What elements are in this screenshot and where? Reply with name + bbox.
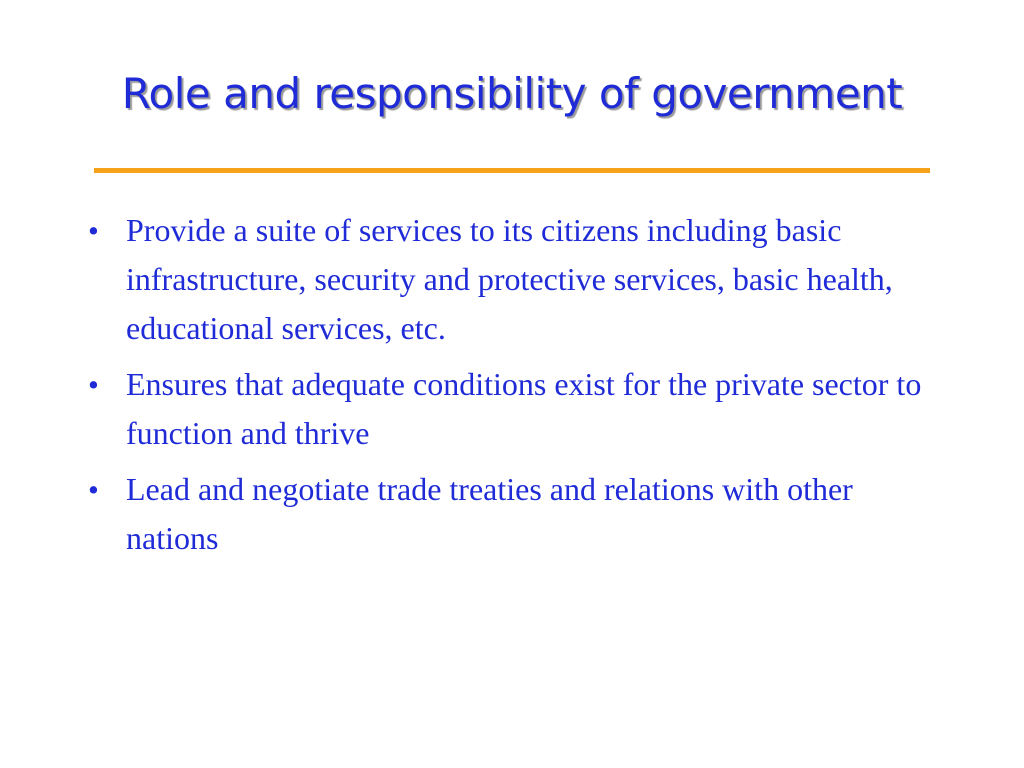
bullet-item: [84, 360, 944, 458]
title-divider: [94, 168, 930, 173]
bullet-icon: •: [88, 213, 99, 248]
bullet-item: [84, 465, 944, 563]
slide-title: Role and responsibility of government: [121, 69, 903, 118]
bullet-list: [84, 206, 944, 570]
bullet-text: Provide a suite of services to its citizens including basic infrastructure, security and protective services, basic health, educational services, etc.: [126, 212, 893, 346]
bullet-item: [84, 206, 944, 353]
bullet-icon: •: [88, 472, 99, 507]
bullet-icon: •: [88, 367, 99, 402]
bullet-text: Lead and negotiate trade treaties and relations with other nations: [126, 471, 853, 556]
bullet-text: Ensures that adequate conditions exist for the private sector to function and thrive: [126, 366, 922, 451]
